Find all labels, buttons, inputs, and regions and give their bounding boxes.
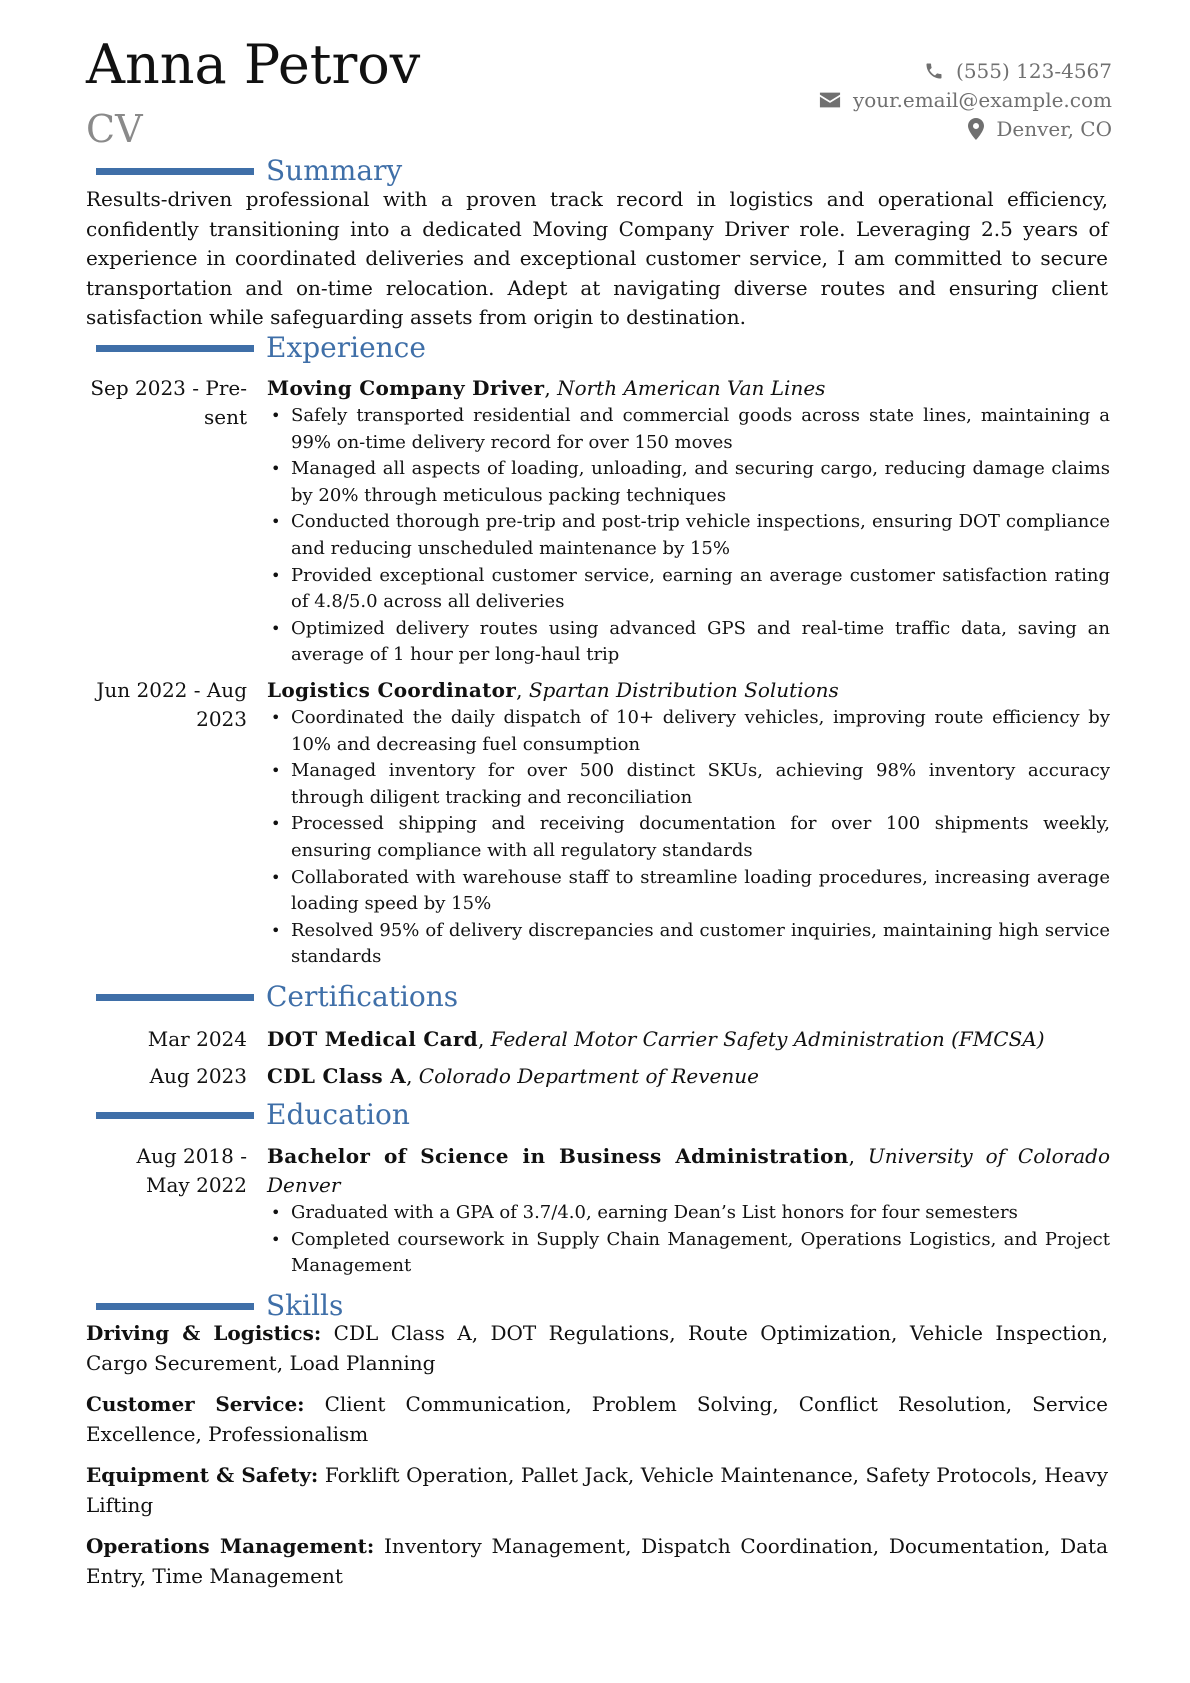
skill-group — [86, 1390, 1108, 1449]
certification-issuer: Federal Motor Carrier Safety Administration (FMCSA) — [490, 1027, 1045, 1051]
contact-block — [819, 56, 1112, 143]
entry-date-line: sent — [203, 405, 247, 429]
degree-name: Bachelor of Science in Business Administration — [267, 1144, 849, 1168]
document-subtitle: CV — [86, 107, 143, 151]
entry-heading: DOT Medical Card, Federal Motor Carrier Safety Administration (FMCSA) — [267, 1027, 1045, 1051]
bullet-item: • Conducted thorough pre-trip and post-trip vehicle inspections, ensuring DOT compliance and reducing unscheduled maintenance by 15% — [267, 509, 1110, 562]
entry-date-line: Sep 2023 - Pre- — [90, 376, 247, 400]
contact-location — [819, 114, 1112, 143]
skill-group-values: Inventory Management, Dispatch Coordination, Documentation, Data Entry, Time Management — [86, 1534, 1108, 1588]
entry-body — [267, 676, 1110, 971]
bullet-list — [267, 403, 1110, 669]
skill-group — [86, 1532, 1108, 1591]
job-title: Logistics Coordinator — [267, 678, 517, 702]
entry-date: Mar 2024 — [147, 1027, 247, 1051]
bullet-item: • Resolved 95% of delivery discrepancies and customer inquiries, maintaining high service standards — [267, 918, 1110, 971]
skill-group-values: Client Communication, Problem Solving, Conflict Resolution, Service Excellence, Professionalism — [86, 1392, 1108, 1446]
section-header-education — [96, 1098, 410, 1131]
entry-body — [267, 374, 1110, 669]
bullet-item: • Completed coursework in Supply Chain Management, Operations Logistics, and Project Management — [267, 1227, 1110, 1280]
section-title-certifications: Certifications — [266, 980, 459, 1013]
phone-icon — [924, 61, 944, 81]
employer-name: North American Van Lines — [557, 376, 826, 400]
entry-date-line: Jun 2022 - Aug — [96, 678, 247, 702]
bullet-list — [267, 1200, 1110, 1280]
bullet-item: • Graduated with a GPA of 3.7/4.0, earning Dean’s List honors for four semesters — [267, 1200, 1110, 1227]
bullet-item: • Optimized delivery routes using advanced GPS and real-time traffic data, saving an average of 1 hour per long-haul trip — [267, 616, 1110, 669]
bullet-item: • Processed shipping and receiving documentation for over 100 shipments weekly, ensuring compliance with all regulatory standards — [267, 811, 1110, 864]
section-title-experience: Experience — [266, 331, 426, 364]
bullet-list — [267, 705, 1110, 971]
email-address: your.email@example.com — [852, 87, 1112, 112]
entry-body — [267, 1025, 1110, 1054]
skill-group-values: Forklift Operation, Pallet Jack, Vehicle Maintenance, Safety Protocols, Heavy Lifting — [86, 1463, 1109, 1517]
employer-name: Spartan Distribution Solutions — [528, 678, 839, 702]
entry-date: Aug 2023 — [149, 1064, 247, 1088]
section-header-skills — [96, 1289, 344, 1322]
certification-name: DOT Medical Card — [267, 1027, 478, 1051]
entry-heading: Moving Company Driver, North American Van Lines — [267, 376, 826, 400]
bullet-item: • Coordinated the daily dispatch of 10+ delivery vehicles, improving route efficiency by 10% and decreasing fuel consumption — [267, 705, 1110, 758]
section-header-summary — [96, 154, 403, 187]
bullet-item: • Managed all aspects of loading, unloading, and securing cargo, reducing damage claims by 20% through meticulous packing techniques — [267, 456, 1110, 509]
bullet-item: • Collaborated with warehouse staff to streamline loading procedures, increasing average loading speed by 15% — [267, 865, 1110, 918]
entry-heading: CDL Class A, Colorado Department of Revenue — [267, 1064, 759, 1088]
entry-date-line: May 2022 — [146, 1173, 247, 1197]
section-divider — [96, 1303, 254, 1310]
section-title-skills: Skills — [266, 1289, 344, 1322]
job-title: Moving Company Driver — [267, 376, 545, 400]
section-divider — [96, 345, 254, 352]
contact-phone[interactable] — [819, 56, 1112, 85]
section-title-summary: Summary — [266, 154, 403, 187]
entry-body — [267, 1062, 1110, 1091]
entry-heading: Logistics Coordinator, Spartan Distribution Solutions — [267, 678, 839, 702]
skill-group-label: Operations Management: — [86, 1534, 375, 1558]
skill-group-label: Customer Service: — [86, 1392, 305, 1416]
section-divider — [96, 1112, 254, 1119]
contact-email[interactable] — [819, 85, 1112, 114]
envelope-icon — [819, 91, 841, 109]
section-divider — [96, 168, 254, 175]
phone-number: (555) 123-4567 — [956, 58, 1112, 83]
bullet-item: • Safely transported residential and commercial goods across state lines, maintaining a 99% on-time delivery record for over 150 moves — [267, 403, 1110, 456]
entry-date — [86, 676, 247, 734]
section-divider — [96, 994, 254, 1001]
location-text: Denver, CO — [996, 116, 1112, 141]
entry-date-line: 2023 — [196, 707, 247, 731]
section-header-experience — [96, 331, 426, 364]
entry-body — [267, 1142, 1110, 1280]
summary-text: Results-driven professional with a proven track record in logistics and operational efficiency, confidently transitioning into a dedicated Moving Company Driver role. Leveraging 2.5 years of experience in coordinated deliveries and exceptional customer service, I am committed to secure transportation and on-time relocation. Adept at navigating diverse routes and ensuring client satisfaction while safeguarding assets from origin to destination. — [86, 187, 1108, 329]
candidate-name: Anna Petrov — [86, 33, 421, 96]
school-name: University of Colorado Denver — [267, 1144, 1110, 1197]
entry-date — [86, 1142, 247, 1200]
section-header-certifications — [96, 980, 459, 1013]
bullet-item: • Managed inventory for over 500 distinct SKUs, achieving 98% inventory accuracy through diligent tracking and reconciliation — [267, 758, 1110, 811]
certification-name: CDL Class A — [267, 1064, 407, 1088]
skill-group-label: Driving & Logistics: — [86, 1321, 322, 1345]
skill-group-values: CDL Class A, DOT Regulations, Route Optimization, Vehicle Inspection, Cargo Securement, Load Planning — [86, 1321, 1108, 1375]
entry-heading: Bachelor of Science in Business Administration, University of Colorado Denver — [267, 1144, 1110, 1197]
section-title-education: Education — [266, 1098, 410, 1131]
bullet-item: • Provided exceptional customer service, earning an average customer satisfaction rating of 4.8/5.0 across all deliveries — [267, 563, 1110, 616]
entry-date-line: Aug 2018 - — [136, 1144, 247, 1168]
entry-date — [86, 374, 247, 432]
certification-issuer: Colorado Department of Revenue — [418, 1064, 759, 1088]
skill-group — [86, 1461, 1108, 1520]
map-pin-icon — [968, 118, 984, 140]
skill-group — [86, 1319, 1108, 1378]
skill-group-label: Equipment & Safety: — [86, 1463, 319, 1487]
